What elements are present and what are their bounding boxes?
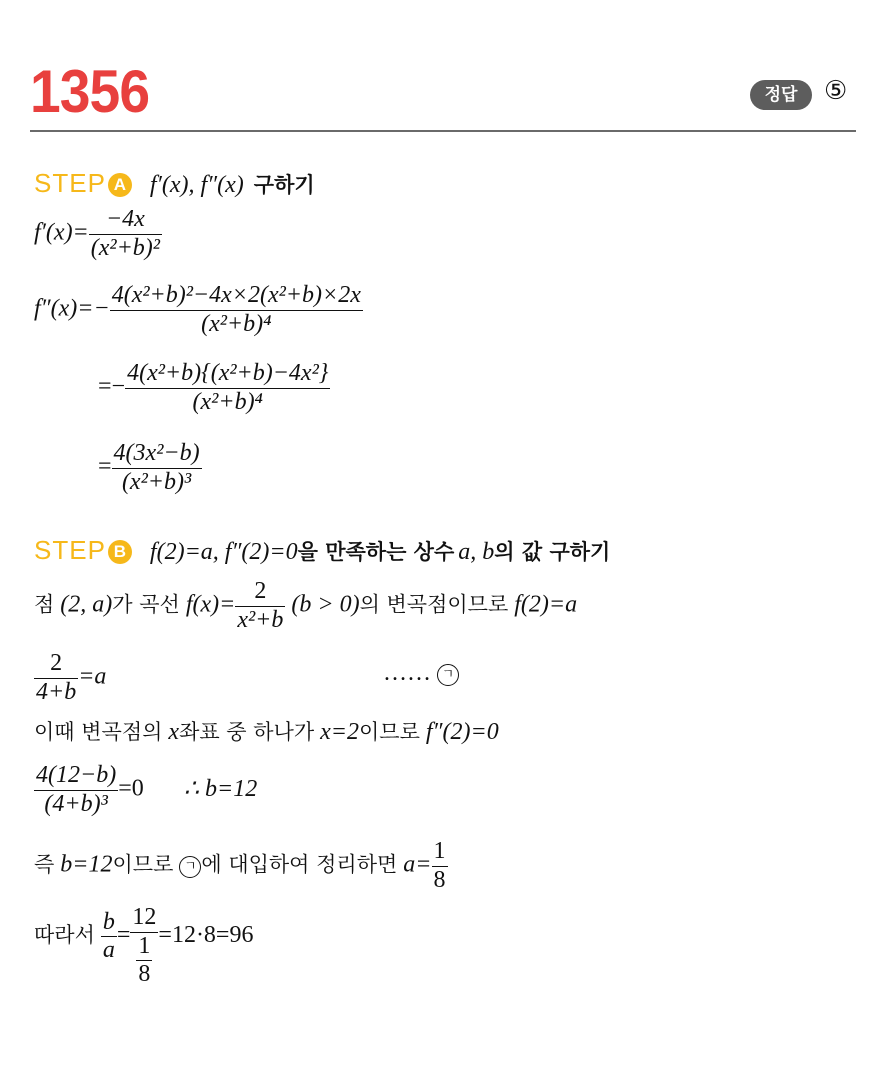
l1-text-1: 점 [34,592,55,617]
l3-var: x [168,719,180,745]
stepb-line-3 [34,716,499,746]
stepb-line-6 [34,904,253,989]
fprime-denominator: (x²+b)² [90,234,160,261]
step-a-title-text: 구하기 [253,173,315,197]
l5-text-1: 즉 [34,852,55,877]
stepb-line-2 [34,650,106,706]
l6-text-1: 따라서 [34,923,95,948]
l5-text-2: 이므로 [112,852,174,877]
l5-denominator: 8 [433,866,446,893]
fdouble-fraction-3 [112,440,202,496]
fprime-equation [34,206,162,262]
l6-nested-numerator: 1 [136,933,152,962]
l6-rhs: =12·8=96 [158,922,254,949]
l2-rhs: =a [78,663,107,690]
l6-nested-fraction [136,933,152,989]
l4-therefore: ∴ b=12 [183,775,258,802]
l2-denominator: 4+b [36,678,77,705]
l1-text-3: 의 변곡점이므로 [359,592,509,617]
fdouble-fraction-1 [110,282,363,338]
l6-fraction-1 [101,909,117,965]
l6-nested-denominator: 8 [138,961,151,988]
fdouble-label: f″(x)=− [34,295,110,322]
l2-reference [383,660,459,687]
fdouble-equation-1 [34,282,363,338]
l4-fraction [34,762,118,818]
l1-func: f(x)= [185,591,236,618]
l2-numerator: 2 [34,650,78,679]
circled-giyeok-icon: ㄱ [437,664,459,686]
l4-rhs: =0 [118,775,144,802]
l2-dots: …… [383,660,431,686]
stepb-line-1 [34,578,577,634]
l4-numerator: 4(12−b) [34,762,118,791]
l1-numerator: 2 [235,578,285,607]
l5-fraction [432,838,448,894]
fprime-fraction [89,206,162,262]
l3-text-3: 이므로 [359,720,420,744]
fdouble-denominator-3: (x²+b)³ [121,468,192,495]
eq2-prefix: =− [98,373,126,400]
step-b-label: STEP [34,535,106,565]
problem-number: 1356 [30,58,150,125]
step-b-heading [34,535,610,566]
l1-denominator: x²+b [237,606,284,633]
l1-point: (2, a) [60,591,113,618]
fdouble-numerator-1: 4(x²+b)²−4x×2(x²+b)×2x [110,282,363,311]
stepb-line-4 [34,762,257,818]
fdouble-fraction-2 [125,360,330,416]
fdouble-numerator-3: 4(3x²−b) [112,440,202,469]
fdouble-numerator-2: 4(x²+b){(x²+b)−4x²} [125,360,330,389]
fdouble-denominator-1: (x²+b)⁴ [201,310,272,337]
step-b-letter-icon: B [108,540,132,564]
l5-eq: b=12 [60,851,113,878]
l3-eq: x=2 [320,719,359,745]
l3-text-1: 이때 변곡점의 [34,720,163,744]
step-a-heading [34,168,315,199]
l6-eq: = [116,922,131,949]
fdouble-equation-2 [98,360,330,416]
l6-denominator-1: a [102,937,115,964]
fprime-label: f′(x)= [34,219,89,246]
header-divider [30,130,856,132]
l5-a: a= [403,851,432,878]
l5-numerator: 1 [432,838,448,867]
l1-condition: (b > 0) [291,591,360,618]
l4-denominator: (4+b)³ [44,790,108,817]
answer-value: ⑤ [824,76,848,106]
stepb-line-5 [34,838,448,894]
step-b-title-text-2: 의 값 구하기 [494,540,611,564]
l6-fraction-2 [130,904,158,989]
l6-numerator-1: b [101,909,117,938]
step-a-letter-icon: A [108,173,132,197]
step-b-title-text-1: 을 만족하는 상수 [297,540,455,564]
l3-cond: f″(2)=0 [425,719,499,745]
step-a-label: STEP [34,168,106,198]
l1-text-2: 가 곡선 [112,592,180,617]
l2-fraction [34,650,78,706]
answer-badge: 정답 [750,80,812,110]
circled-giyeok-icon: ㄱ [179,856,201,878]
fprime-numerator: −4x [89,206,162,235]
l1-result: f(2)=a [514,591,578,618]
fdouble-equation-3 [98,440,202,496]
eq3-prefix: = [98,453,112,480]
l5-text-3: 에 대입하여 정리하면 [201,852,398,877]
l1-fraction [235,578,285,634]
l6-denominator-2 [130,933,158,989]
l3-text-2: 좌표 중 하나가 [179,720,315,744]
step-a-title-math: f′(x), f″(x) [149,172,244,198]
step-b-title-math-2: a, b [458,539,495,565]
l6-numerator-2: 12 [130,904,158,933]
step-b-title-math-1: f(2)=a, f″(2)=0 [149,539,298,565]
fdouble-denominator-2: (x²+b)⁴ [192,388,263,415]
